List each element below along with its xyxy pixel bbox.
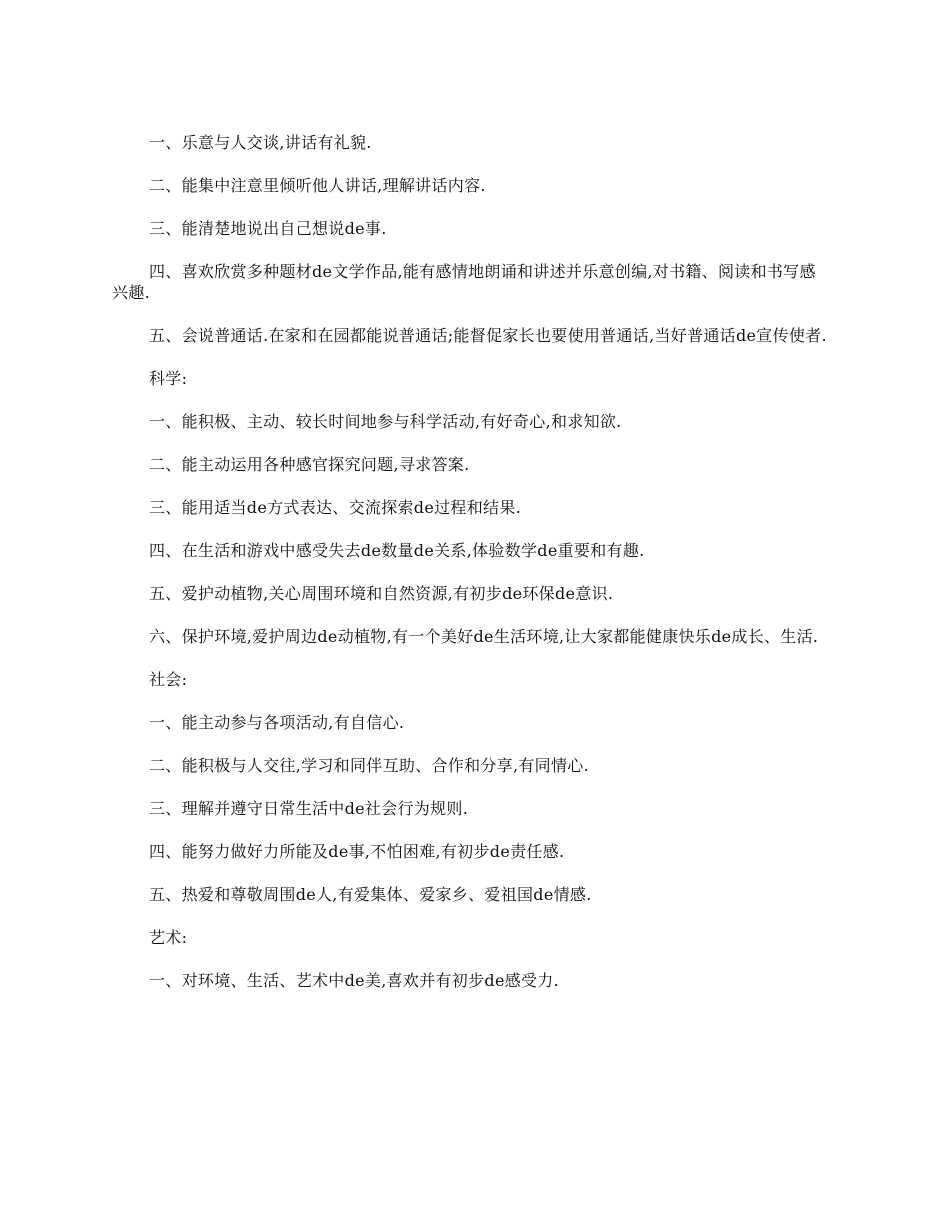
paragraph-society-1: 一、能主动参与各项活动,有自信心. (149, 713, 405, 732)
paragraph-science-6: 六、保护环境,爱护周边de动植物,有一个美好de生活环境,让大家都能健康快乐de成长、生活. (149, 627, 819, 646)
paragraph-science-4: 四、在生活和游戏中感受失去de数量de关系,体验数学de重要和有趣. (149, 541, 645, 560)
paragraph-art-1: 一、对环境、生活、艺术中de美,喜欢并有初步de感受力. (149, 971, 559, 990)
paragraph-language-2: 二、能集中注意里倾听他人讲话,理解讲话内容. (149, 176, 486, 195)
paragraph-science-3: 三、能用适当de方式表达、交流探索de过程和结果. (149, 498, 522, 517)
paragraph-society-2: 二、能积极与人交往,学习和同伴互助、合作和分享,有同情心. (149, 756, 589, 775)
paragraph-language-5: 五、会说普通话.在家和在园都能说普通话;能督促家长也要使用普通话,当好普通话de宣传使者. (149, 326, 827, 345)
section-heading-society: 社会: (149, 670, 188, 689)
paragraph-society-3: 三、理解并遵守日常生活中de社会行为规则. (149, 799, 469, 818)
paragraph-society-5: 五、热爱和尊敬周围de人,有爱集体、爱家乡、爱祖国de情感. (149, 885, 592, 904)
document-body (112, 132, 830, 991)
paragraph-language-3: 三、能清楚地说出自己想说de事. (149, 219, 387, 238)
section-heading-science: 科学: (149, 369, 188, 388)
paragraph-language-4: 四、喜欢欣赏多种题材de文学作品,能有感情地朗诵和讲述并乐意创编,对书籍、阅读和书写感兴趣. (112, 262, 816, 302)
paragraph-science-5: 五、爱护动植物,关心周围环境和自然资源,有初步de环保de意识. (149, 584, 614, 603)
paragraph-science-2: 二、能主动运用各种感官探究问题,寻求答案. (149, 455, 470, 474)
paragraph-science-1: 一、能积极、主动、较长时间地参与科学活动,有好奇心,和求知欲. (149, 412, 622, 431)
section-heading-art: 艺术: (149, 928, 188, 947)
paragraph-society-4: 四、能努力做好力所能及de事,不怕困难,有初步de责任感. (149, 842, 565, 861)
paragraph-language-1: 一、乐意与人交谈,讲话有礼貌. (149, 133, 372, 152)
